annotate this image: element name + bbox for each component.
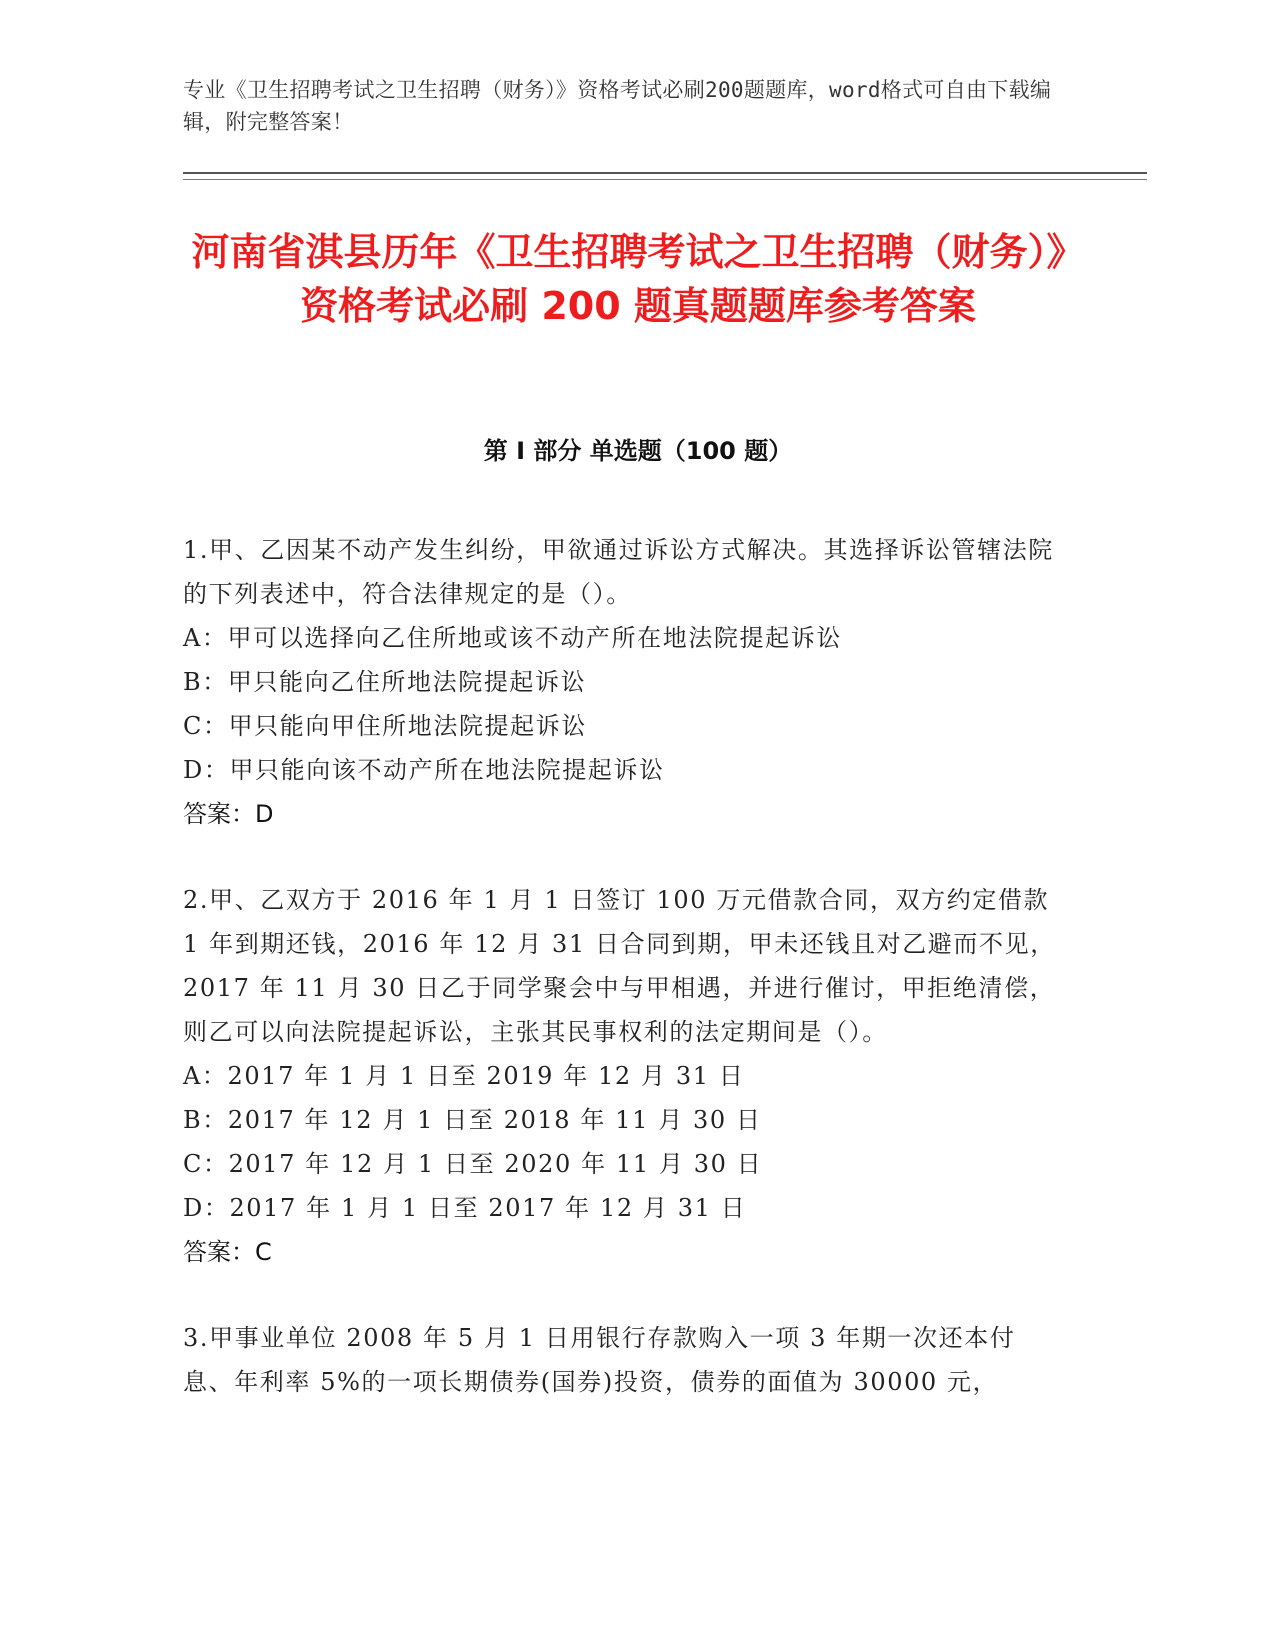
option-b: B：甲只能向乙住所地法院提起诉讼 [183,668,587,696]
header-divider-thin [183,179,1147,180]
option-a: A：甲可以选择向乙住所地或该不动产所在地法院提起诉讼 [183,624,842,652]
option-d: D：甲只能向该不动产所在地法院提起诉讼 [183,756,665,784]
question-3 [183,1316,1063,1404]
section-title: 第 I 部分 单选题（100 题） [483,437,793,465]
header-divider-thick [183,172,1147,174]
question-gap [183,836,1063,878]
option-c: C：甲只能向甲住所地法院提起诉讼 [183,712,587,740]
question-stem: 3.甲事业单位 2008 年 5 月 1 日用银行存款购入一项 3 年期一次还本付息、年利率 5%的一项长期债券(国券)投资，债券的面值为 30000 元， [183,1324,1016,1396]
option-c: C：2017 年 12 月 1 日至 2020 年 11 月 30 日 [183,1150,763,1178]
question-list [183,528,1063,1404]
question-answer: 答案：D [183,800,274,828]
question-2 [183,878,1063,1274]
question-answer: 答案：C [183,1238,272,1266]
question-stem: 1.甲、乙因某不动产发生纠纷，甲欲通过诉讼方式解决。其选择诉讼管辖法院的下列表述中，符合法律规定的是（）。 [183,536,1054,608]
option-b: B：2017 年 12 月 1 日至 2018 年 11 月 30 日 [183,1106,762,1134]
option-a: A：2017 年 1 月 1 日至 2019 年 12 月 31 日 [183,1062,745,1090]
question-gap [183,1274,1063,1316]
question-stem: 2.甲、乙双方于 2016 年 1 月 1 日签订 100 万元借款合同，双方约定借款 1 年到期还钱，2016 年 12 月 31 日合同到期，甲未还钱且对乙避而不见，2017 年 11 月 30 日乙于同学聚会中与甲相遇，并进行催讨，甲拒绝清偿，则乙可以向法院提起诉讼，主张其民事权利的法定期间是（）。 [183,886,1056,1046]
header-note: 专业《卫生招聘考试之卫生招聘（财务）》资格考试必刷200题题库，word格式可自由下载编辑，附完整答案！ [183,78,1052,134]
option-d: D：2017 年 1 月 1 日至 2017 年 12 月 31 日 [183,1194,747,1222]
document-title: 河南省淇县历年《卫生招聘考试之卫生招聘（财务）》资格考试必刷 200 题真题题库参考答案 [191,230,1085,328]
question-1 [183,528,1063,836]
